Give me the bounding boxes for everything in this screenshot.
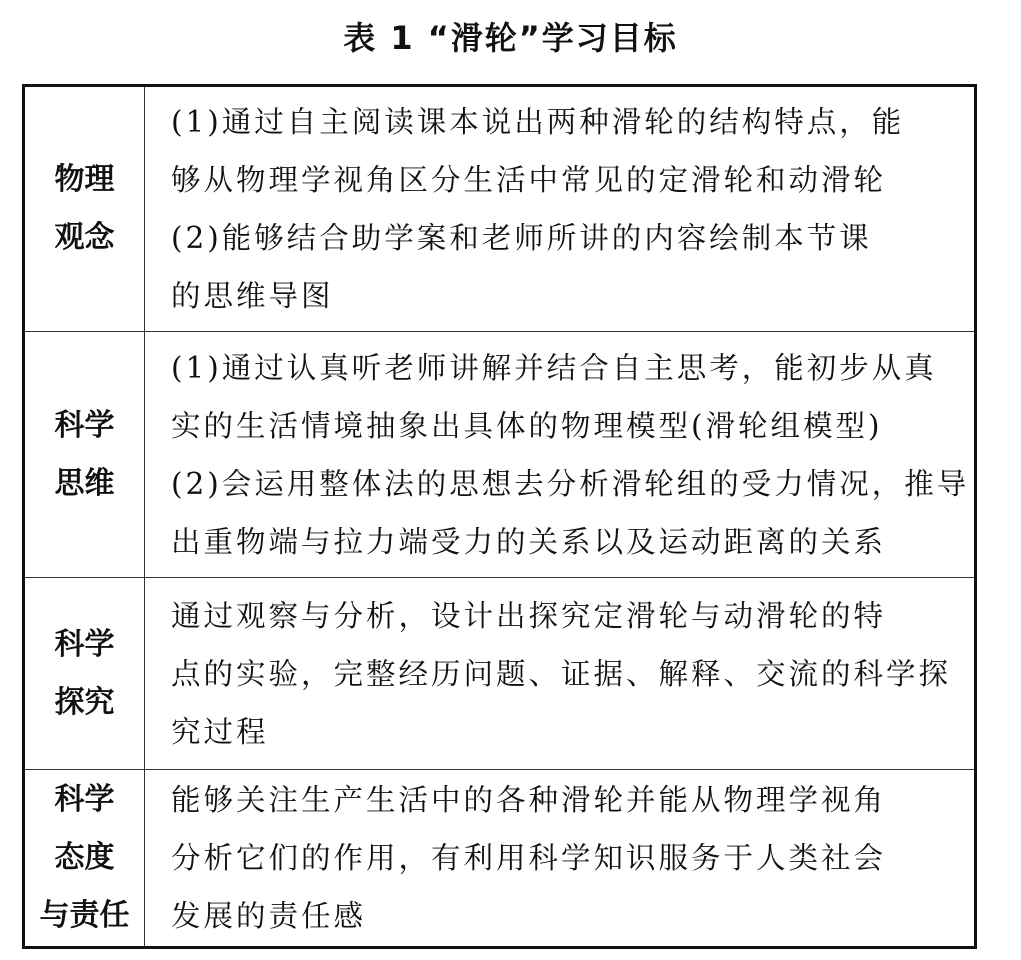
row-label-physics-concept (24, 86, 145, 332)
content-line: 能够关注生产生活中的各种滑轮并能从物理学视角 (171, 783, 887, 817)
content-line: 究过程 (171, 714, 269, 749)
row-label-line: 科学 (54, 782, 115, 817)
row-label-line: 态度 (54, 840, 115, 875)
content-line: 实的生活情境抽象出具体的物理模型(滑轮组模型) (171, 408, 883, 443)
row-label-line: 与责任 (39, 898, 130, 933)
row-content-scientific-thinking (145, 332, 976, 578)
row-label-line: 探究 (54, 684, 115, 720)
row-label-scientific-inquiry (24, 578, 145, 770)
table-row (24, 86, 976, 332)
table-title: 表 1 “滑轮”学习目标 (343, 19, 678, 57)
content-line: 点的实验，完整经历问题、证据、解释、交流的科学探 (171, 656, 952, 691)
table-row (24, 332, 976, 578)
row-label-line: 科学 (54, 407, 115, 443)
content-line: (2)能够结合助学案和老师所讲的内容绘制本节课 (171, 221, 872, 255)
content-line: (1)通过自主阅读课本说出两种滑轮的结构特点，能 (171, 105, 905, 139)
row-label-line: 物理 (54, 162, 115, 197)
row-content-scientific-inquiry (145, 578, 976, 770)
row-label-attitude-responsibility (24, 770, 145, 948)
table-row (24, 578, 976, 770)
content-line: 发展的责任感 (171, 899, 367, 933)
content-line: (1)通过认真听老师讲解并结合自主思考，能初步从真 (171, 350, 937, 385)
row-label-line: 思维 (54, 465, 115, 501)
row-label-scientific-thinking (24, 332, 145, 578)
row-content-attitude-responsibility (145, 770, 976, 948)
content-line: 通过观察与分析，设计出探究定滑轮与动滑轮的特 (171, 598, 887, 633)
content-line: 出重物端与拉力端受力的关系以及运动距离的关系 (171, 524, 887, 559)
content-line: 分析它们的作用，有利用科学知识服务于人类社会 (171, 841, 887, 875)
content-line: 的思维导图 (171, 279, 334, 313)
row-content-physics-concept (145, 86, 976, 332)
content-line: 够从物理学视角区分生活中常见的定滑轮和动滑轮 (171, 163, 887, 197)
content-line: (2)会运用整体法的思想去分析滑轮组的受力情况，推导 (171, 466, 970, 501)
learning-goals-table (22, 84, 977, 949)
row-label-line: 科学 (54, 626, 115, 662)
row-label-line: 观念 (54, 220, 115, 255)
table-row (24, 770, 976, 948)
